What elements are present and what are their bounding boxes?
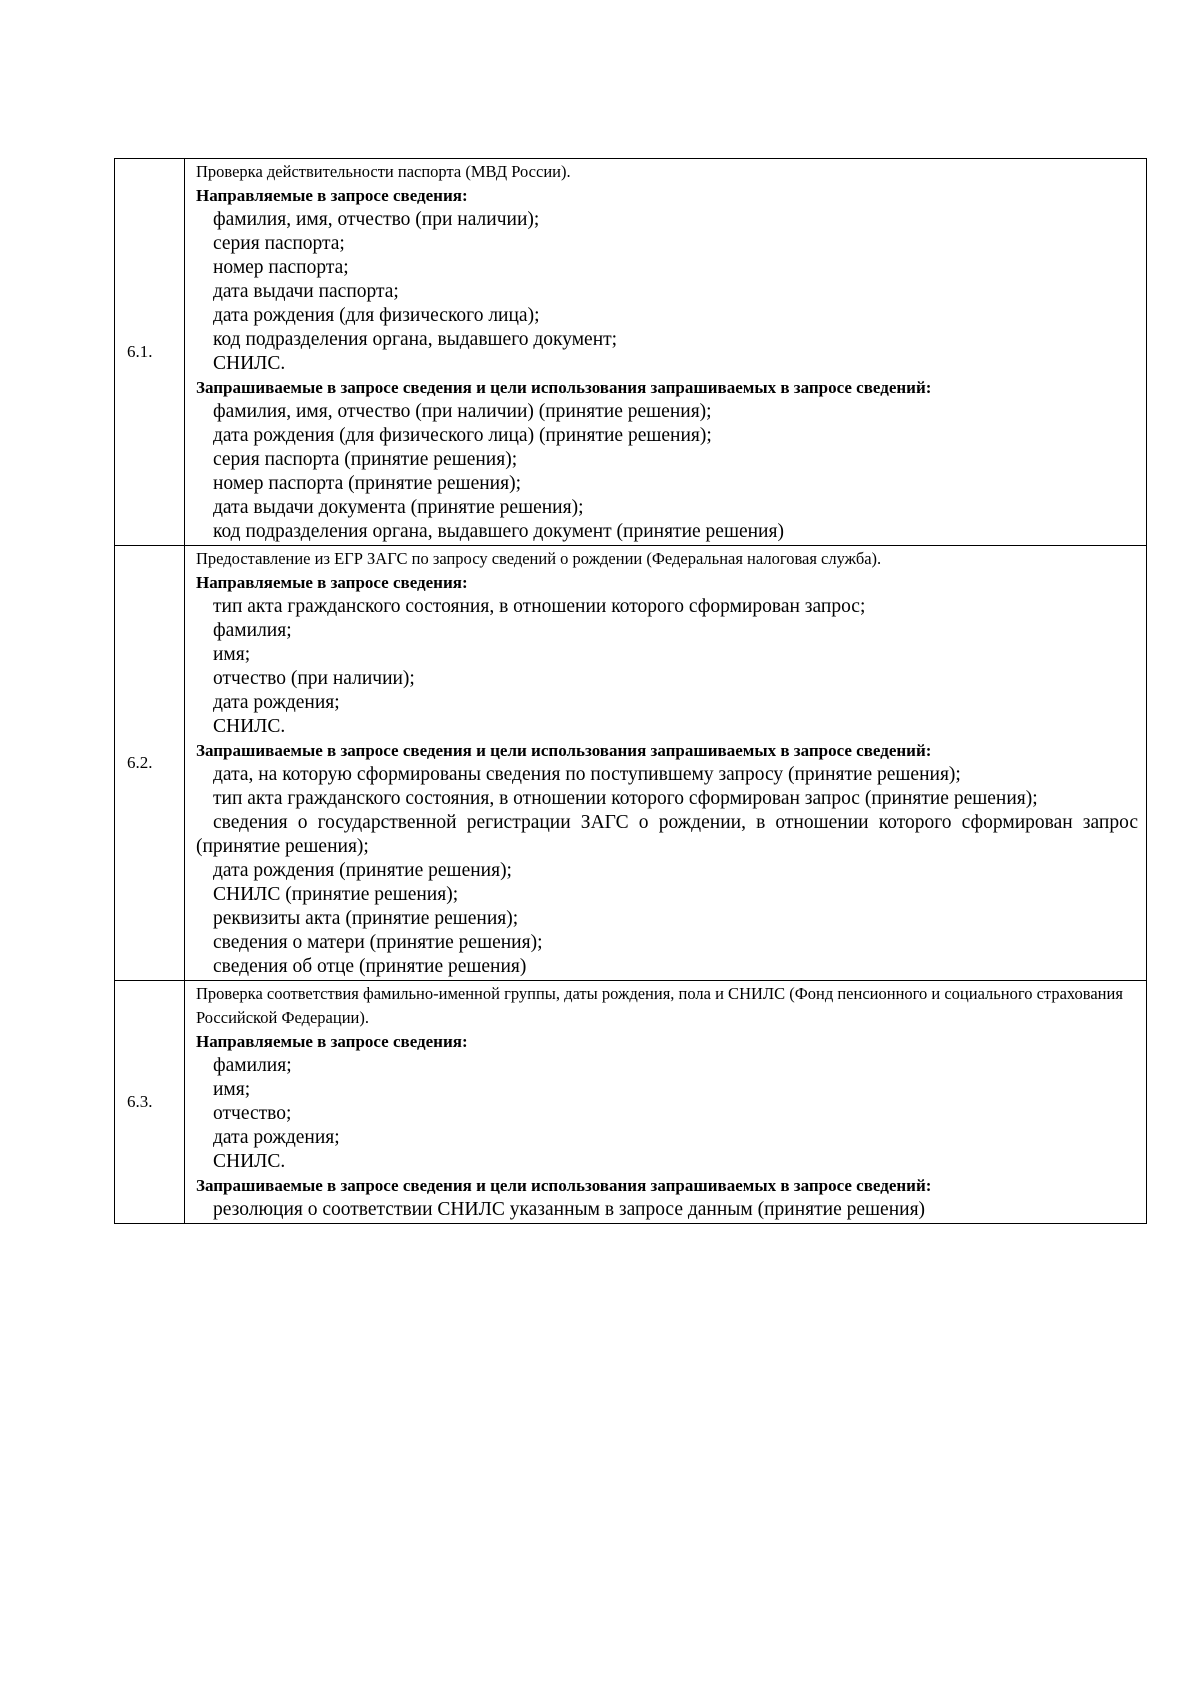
list-item: код подразделения органа, выдавшего документ; bbox=[213, 329, 618, 350]
list-item: фамилия; bbox=[213, 1055, 292, 1076]
sent-heading: Направляемые в запросе сведения: bbox=[196, 186, 468, 205]
sent-heading: Направляемые в запросе сведения: bbox=[196, 573, 468, 592]
list-item: дата выдачи документа (принятие решения); bbox=[213, 497, 584, 518]
list-item: сведения об отце (принятие решения) bbox=[213, 956, 527, 977]
list-item: номер паспорта; bbox=[213, 257, 349, 278]
list-item: реквизиты акта (принятие решения); bbox=[213, 908, 519, 929]
list-item: дата рождения (для физического лица) (принятие решения); bbox=[213, 425, 712, 446]
list-item: дата рождения; bbox=[213, 692, 340, 713]
list-item: фамилия, имя, отчество (при наличии) (принятие решения); bbox=[213, 401, 712, 422]
service-title: Проверка действительности паспорта (МВД России). bbox=[196, 162, 571, 181]
list-item: СНИЛС (принятие решения); bbox=[213, 884, 459, 905]
list-item: имя; bbox=[213, 1079, 251, 1100]
list-item: СНИЛС. bbox=[213, 716, 286, 737]
row-content bbox=[185, 159, 1147, 546]
row-number: 6.1. bbox=[115, 159, 185, 546]
table-row bbox=[115, 981, 1147, 1224]
services-table bbox=[114, 158, 1147, 1224]
sent-heading: Направляемые в запросе сведения: bbox=[196, 1032, 468, 1051]
list-item: дата выдачи паспорта; bbox=[213, 281, 399, 302]
list-item: фамилия, имя, отчество (при наличии); bbox=[213, 209, 540, 230]
list-item: СНИЛС. bbox=[213, 353, 286, 374]
list-item: сведения о матери (принятие решения); bbox=[213, 932, 543, 953]
list-item: отчество; bbox=[213, 1103, 292, 1124]
row-number: 6.2. bbox=[115, 546, 185, 981]
list-item: сведения о государственной регистрации ЗАГС о рождении, в отношении которого сформирован запрос (принятие решения); bbox=[196, 812, 1138, 857]
list-item: резолюция о соответствии СНИЛС указанным в запросе данным (принятие решения) bbox=[213, 1199, 926, 1220]
list-item: тип акта гражданского состояния, в отношении которого сформирован запрос (принятие решения); bbox=[213, 788, 1038, 809]
list-item: серия паспорта; bbox=[213, 233, 345, 254]
list-item: СНИЛС. bbox=[213, 1151, 286, 1172]
service-title: Предоставление из ЕГР ЗАГС по запросу сведений о рождении (Федеральная налоговая служба). bbox=[196, 549, 882, 568]
table-row bbox=[115, 159, 1147, 546]
row-number: 6.3. bbox=[115, 981, 185, 1224]
list-item: серия паспорта (принятие решения); bbox=[213, 449, 518, 470]
list-item: дата рождения; bbox=[213, 1127, 340, 1148]
list-item: код подразделения органа, выдавшего документ (принятие решения) bbox=[213, 521, 784, 542]
row-content bbox=[185, 546, 1147, 981]
list-item: дата рождения (для физического лица); bbox=[213, 305, 540, 326]
list-item: имя; bbox=[213, 644, 251, 665]
table-row bbox=[115, 546, 1147, 981]
row-content bbox=[185, 981, 1147, 1224]
list-item: дата, на которую сформированы сведения по поступившему запросу (принятие решения); bbox=[213, 764, 961, 785]
list-item: тип акта гражданского состояния, в отношении которого сформирован запрос; bbox=[213, 596, 866, 617]
service-title: Проверка соответствия фамильно-именной группы, даты рождения, пола и СНИЛС (Фонд пенсионного и социального страхования Российской Федерации). bbox=[196, 984, 1123, 1027]
list-item: отчество (при наличии); bbox=[213, 668, 415, 689]
list-item: фамилия; bbox=[213, 620, 292, 641]
requested-heading: Запрашиваемые в запросе сведения и цели использования запрашиваемых в запросе сведений: bbox=[196, 378, 932, 397]
list-item: номер паспорта (принятие решения); bbox=[213, 473, 521, 494]
requested-heading: Запрашиваемые в запросе сведения и цели использования запрашиваемых в запросе сведений: bbox=[196, 741, 932, 760]
requested-heading: Запрашиваемые в запросе сведения и цели использования запрашиваемых в запросе сведений: bbox=[196, 1176, 932, 1195]
list-item: дата рождения (принятие решения); bbox=[213, 860, 512, 881]
